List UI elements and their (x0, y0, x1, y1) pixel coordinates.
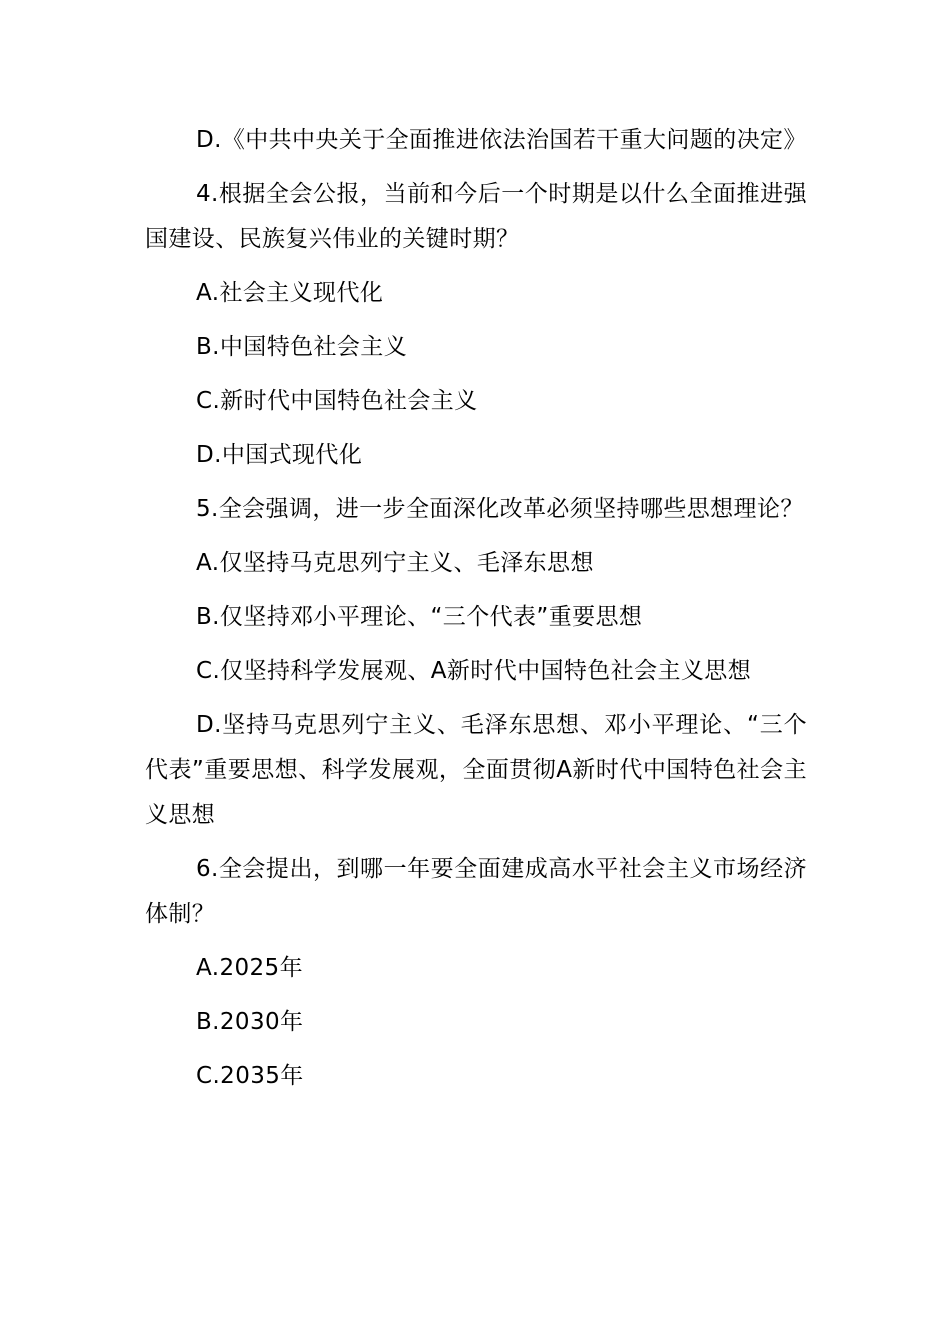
option-3d: D.《中共中央关于全面推进依法治国若干重大问题的决定》 (196, 127, 807, 153)
option-5d: D.坚持马克思列宁主义、毛泽东思想、邓小平理论、“三个代表”重要思想、科学发展观，全面贯彻A新时代中国特色社会主义思想 (145, 712, 807, 828)
option-6b: B.2030年 (196, 1009, 304, 1035)
option-4b: B.中国特色社会主义 (196, 334, 408, 360)
option-5a: A.仅坚持马克思列宁主义、毛泽东思想 (196, 550, 594, 576)
option-6a: A.2025年 (196, 955, 303, 981)
option-5b: B.仅坚持邓小平理论、“三个代表”重要思想 (196, 604, 643, 630)
question-6: 6.全会提出，到哪一年要全面建成高水平社会主义市场经济体制？ (145, 856, 807, 927)
question-5: 5.全会强调，进一步全面深化改革必须坚持哪些思想理论？ (196, 496, 804, 522)
document-page (145, 118, 807, 1108)
question-4: 4.根据全会公报，当前和今后一个时期是以什么全面推进强国建设、民族复兴伟业的关键时期？ (145, 181, 807, 252)
option-6c: C.2035年 (196, 1063, 304, 1089)
option-4d: D.中国式现代化 (196, 442, 363, 468)
option-5c: C.仅坚持科学发展观、A新时代中国特色社会主义思想 (196, 658, 752, 684)
option-4a: A.社会主义现代化 (196, 280, 384, 306)
option-4c: C.新时代中国特色社会主义 (196, 388, 478, 414)
